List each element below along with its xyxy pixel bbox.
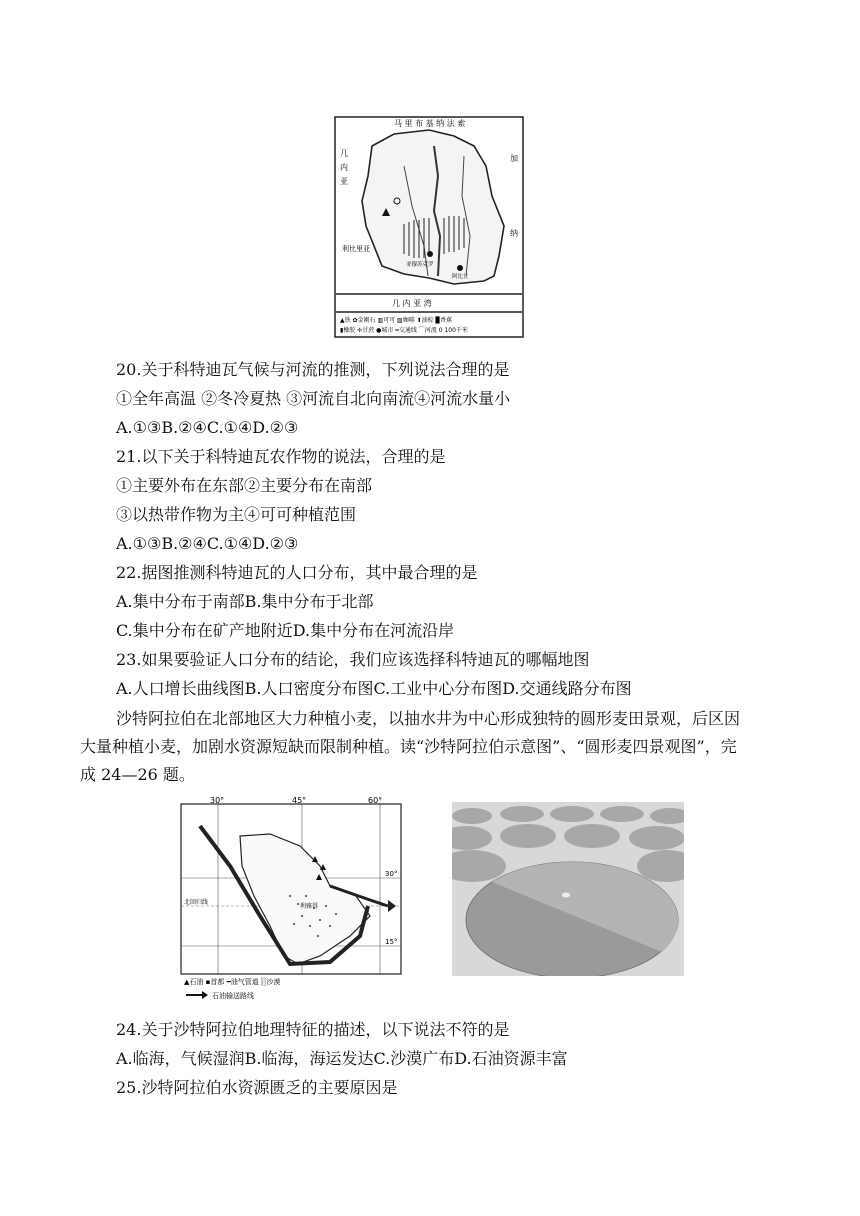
q25-stem: 25.沙特阿拉伯水资源匮乏的主要原因是 xyxy=(116,1078,398,1097)
map2-legend-row1: ▲石油 ▪首都 ━油气管道 ░沙漠 xyxy=(184,978,281,986)
map1-left-lower-label: 利比里亚 xyxy=(342,245,370,253)
map1-left-label: 几内亚 xyxy=(340,149,348,186)
map2-lat2: 15° xyxy=(385,938,398,946)
circular-wheat-field-photo xyxy=(452,802,684,976)
passage-line3: 成 24—26 题。 xyxy=(80,765,195,784)
map2-tropic: 北回归线 xyxy=(184,899,209,906)
map2-capital: 利雅得 xyxy=(300,903,319,910)
q20-statements: ①全年高温 ②冬冷夏热 ③河流自北向南流④河流水量小 xyxy=(116,389,511,408)
map2-lon3: 60° xyxy=(368,796,383,805)
map1-right-label-top: 加 xyxy=(510,154,518,163)
q21-statements-2: ③以热带作物为主④可可种植范围 xyxy=(116,505,357,524)
cote-divoire-map-graphic xyxy=(334,116,524,338)
passage-line1: 沙特阿拉伯在北部地区大力种植小麦，以抽水井为中心形成独特的圆形麦田景观，后区因 xyxy=(116,709,741,728)
map2-lon1: 30° xyxy=(210,796,225,805)
map1-city2: 阿比让 xyxy=(452,274,469,280)
map1-legend-row1: ▲铁 ✿金刚石 ▥可可 ▧咖啡 ⬆油棕 ▉香蕉 xyxy=(340,317,453,324)
q21-stem: 21.以下关于科特迪瓦农作物的说法，合理的是 xyxy=(116,447,446,466)
passage-line2: 大量种植小麦，加剧水资源短缺而限制种植。读“沙特阿拉伯示意图”、“圆形麦四景观图”，完 xyxy=(80,737,737,756)
map1-legend-row2: ▮橡胶 ✢甘蔗 ●城市 ━交通线 ⌒河流 0 100千米 xyxy=(340,327,468,334)
passage xyxy=(80,705,784,789)
map2-lat1: 30° xyxy=(385,870,398,878)
map1-top-label: 马 里 布 基 纳 法 索 xyxy=(394,119,466,128)
q24-options: A.临海，气候湿润B.临海，海运发达C.沙漠广布D.石油资源丰富 xyxy=(116,1049,568,1068)
q20-options: A.①③B.②④C.①④D.②③ xyxy=(116,418,299,437)
saudi-arabia-map-graphic xyxy=(180,796,402,1004)
q21-options: A.①③B.②④C.①④D.②③ xyxy=(116,534,299,553)
cote-divoire-map xyxy=(334,116,524,338)
circular-wheat-field-image xyxy=(452,802,684,976)
map2-lon2: 45° xyxy=(292,796,307,805)
q21-statements-1: ①主要外布在东部②主要分布在南部 xyxy=(116,476,373,495)
map2-legend-row2: 石油输送路线 xyxy=(212,992,254,1000)
q22-options-1: A.集中分布于南部B.集中分布于北部 xyxy=(116,592,374,611)
map1-right-label-bottom: 纳 xyxy=(510,229,518,238)
q22-options-2: C.集中分布在矿产地附近D.集中分布在河流沿岸 xyxy=(116,621,455,640)
q22-stem: 22.据图推测科特迪瓦的人口分布，其中最合理的是 xyxy=(116,563,478,582)
saudi-arabia-map xyxy=(180,796,402,1004)
q20-stem: 20.关于科特迪瓦气候与河流的推测，下列说法合理的是 xyxy=(116,360,510,379)
map1-city1: 亚穆苏克罗 xyxy=(406,262,434,268)
q24-stem: 24.关于沙特阿拉伯地理特征的描述，以下说法不符的是 xyxy=(116,1020,510,1039)
q23-stem: 23.如果要验证人口分布的结论，我们应该选择科特迪瓦的哪幅地图 xyxy=(116,650,590,669)
map1-bottom-label: 几 内 亚 湾 xyxy=(392,299,432,308)
q23-options: A.人口增长曲线图B.人口密度分布图C.工业中心分布图D.交通线路分布图 xyxy=(116,679,632,698)
